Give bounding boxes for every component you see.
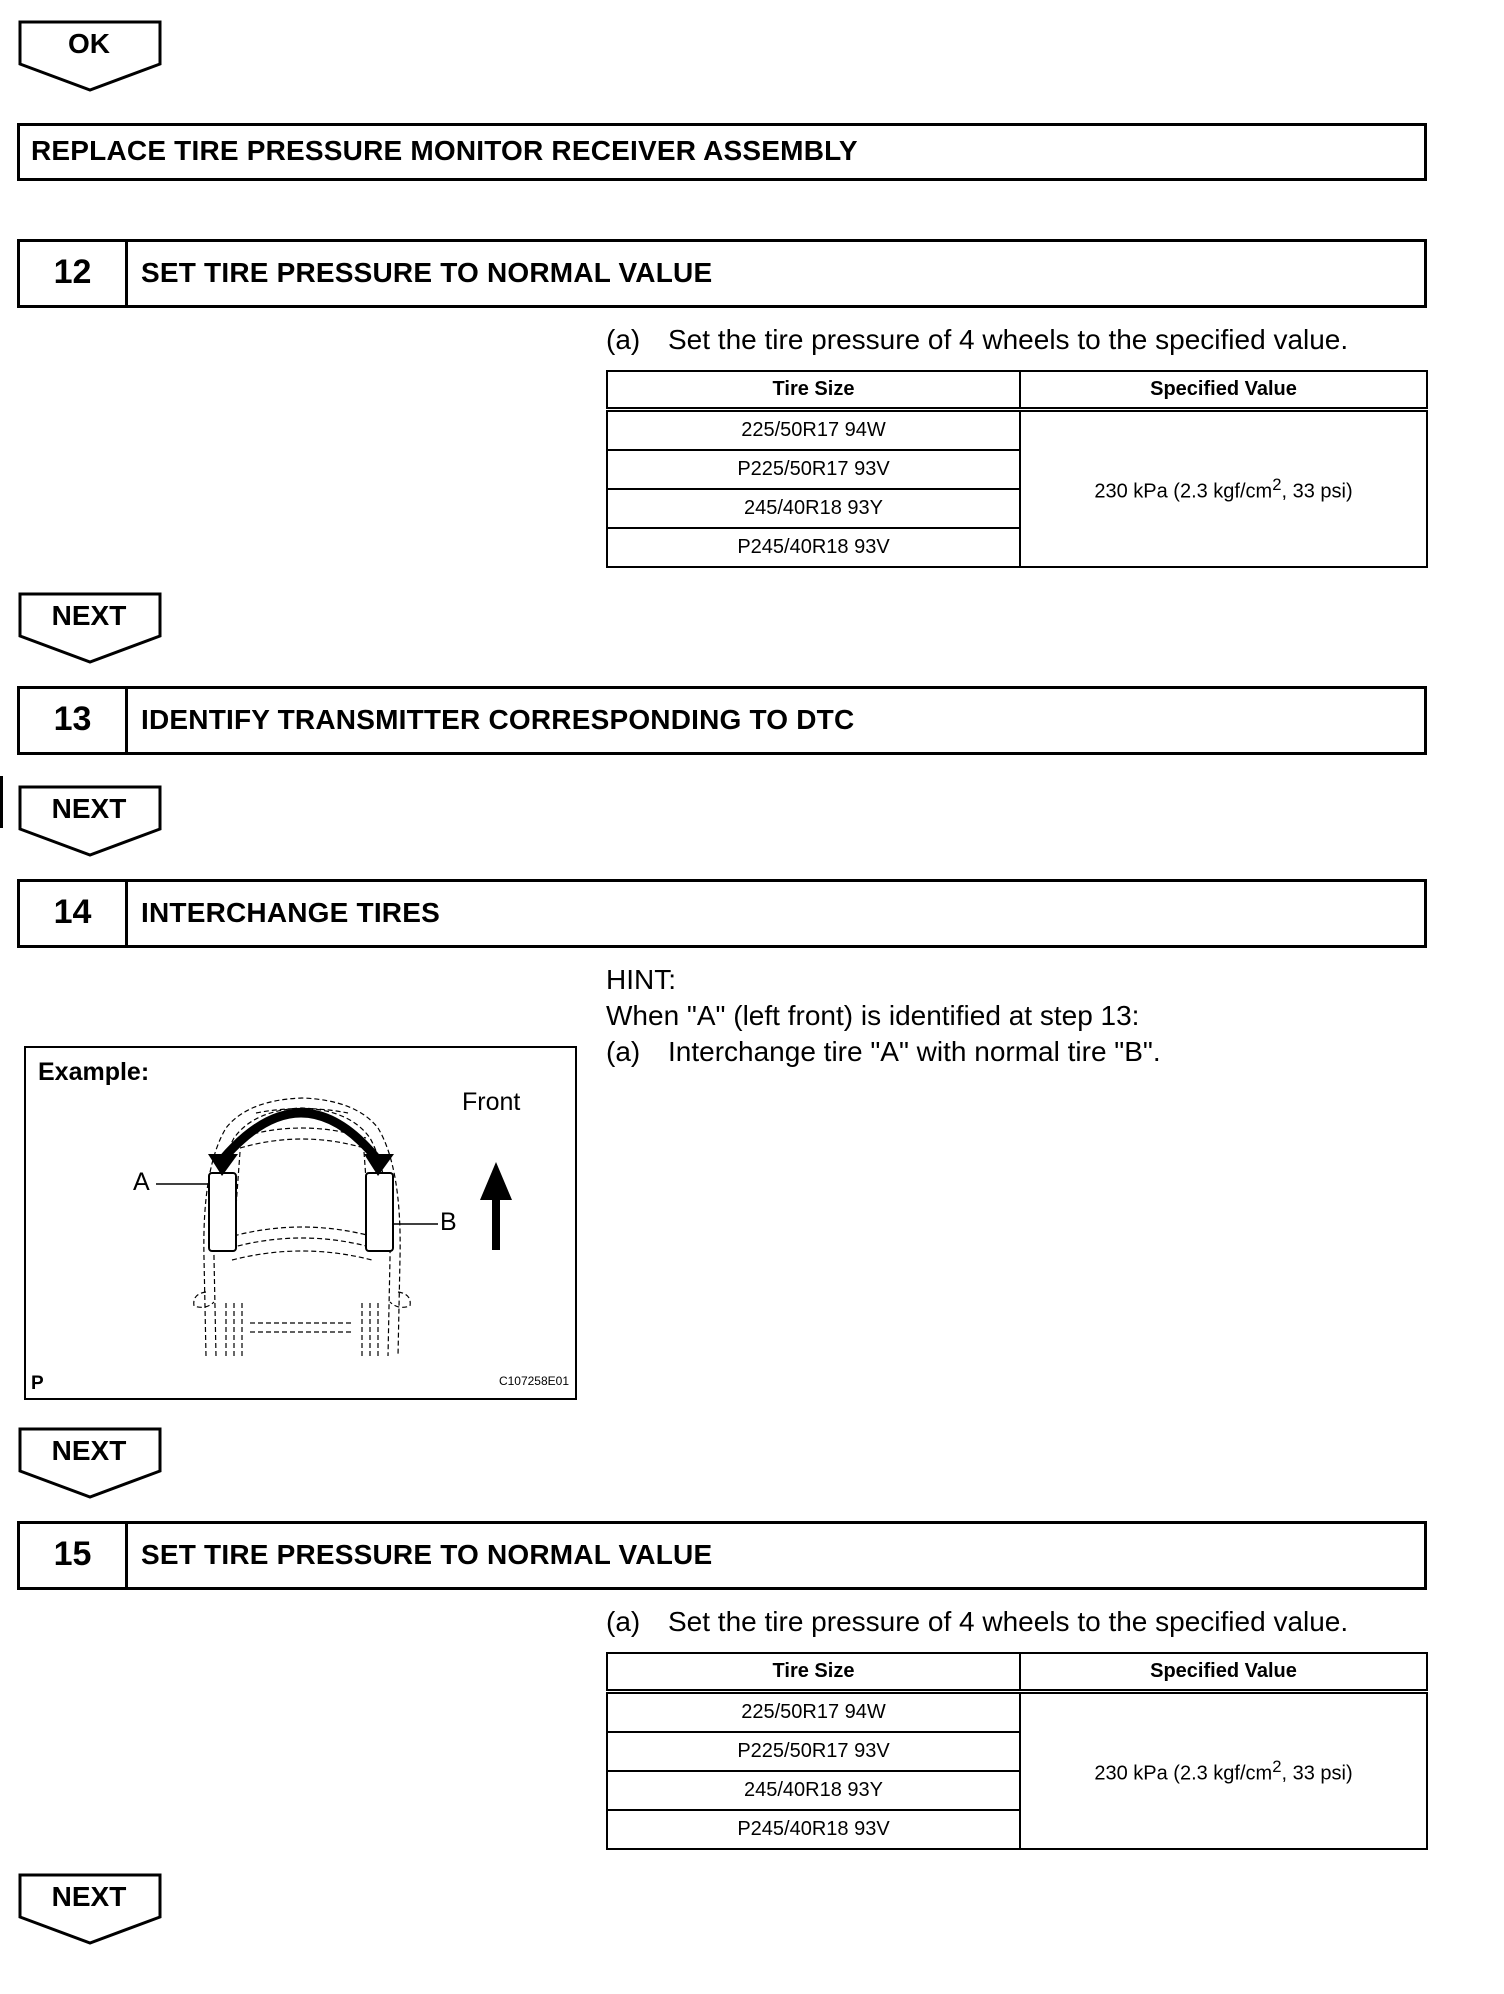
next-button[interactable]	[18, 785, 162, 857]
header-specified-value: Specified Value	[1020, 371, 1427, 410]
table-row	[607, 410, 1427, 451]
step-15-instruction	[606, 1604, 1348, 1640]
tire-size-cell: 245/40R18 93Y	[607, 1771, 1020, 1810]
table-header-row	[607, 1653, 1427, 1692]
tire-size-cell: P245/40R18 93V	[607, 1810, 1020, 1849]
instruction-marker: (a)	[606, 1036, 641, 1067]
tire-size-cell: P245/40R18 93V	[607, 528, 1020, 567]
table-row	[607, 1692, 1427, 1733]
specified-value-cell: 230 kPa (2.3 kgf/$cm^2$, 33 psi)	[1020, 1692, 1427, 1850]
header-tire-size: Tire Size	[607, 1653, 1020, 1692]
next-label: NEXT	[51, 600, 127, 631]
step-number: 12	[20, 242, 128, 305]
example-label: Example:	[38, 1058, 150, 1086]
hint-instruction	[606, 1034, 1161, 1070]
step-12-spec-table	[606, 370, 1428, 568]
tire-size-cell: P225/50R17 93V	[607, 450, 1020, 489]
step-number: 13	[20, 689, 128, 752]
tire-size-cell: 245/40R18 93Y	[607, 489, 1020, 528]
hint-label: HINT:	[606, 964, 676, 995]
tire-size-cell: 225/50R17 94W	[607, 1692, 1020, 1733]
instruction-text: Interchange tire "A" with normal tire "B".	[668, 1036, 1161, 1067]
front-label: Front	[462, 1088, 521, 1116]
next-button[interactable]	[18, 1873, 162, 1945]
step-number: 15	[20, 1524, 128, 1587]
specified-value-cell: 230 kPa (2.3 kgf/$cm^2$, 33 psi)	[1020, 410, 1427, 568]
tire-a-label: A	[133, 1168, 150, 1196]
hint-line: When "A" (left front) is identified at step 13:	[606, 1000, 1140, 1031]
tire-b	[366, 1173, 393, 1251]
step-title: IDENTIFY TRANSMITTER CORRESPONDING TO DTC	[141, 704, 855, 735]
next-label: NEXT	[51, 793, 127, 824]
tire-size-cell: P225/50R17 93V	[607, 1732, 1020, 1771]
step-title: SET TIRE PRESSURE TO NORMAL VALUE	[141, 1539, 713, 1570]
replace-receiver-title: REPLACE TIRE PRESSURE MONITOR RECEIVER ASSEMBLY	[31, 135, 858, 166]
instruction-marker: (a)	[606, 1606, 641, 1637]
step-12-instruction	[606, 322, 1348, 358]
interchange-arrow	[222, 1113, 378, 1160]
step-title: SET TIRE PRESSURE TO NORMAL VALUE	[141, 257, 713, 288]
header-specified-value: Specified Value	[1020, 1653, 1427, 1692]
next-button[interactable]	[18, 592, 162, 664]
tire-a	[209, 1173, 236, 1251]
ok-label: OK	[68, 28, 110, 59]
instruction-marker: (a)	[606, 324, 641, 355]
step-15-spec-table	[606, 1652, 1428, 1850]
tire-interchange-figure	[24, 1046, 577, 1400]
instruction-text: Set the tire pressure of 4 wheels to the specified value.	[668, 324, 1349, 355]
step-13-header	[17, 686, 1427, 755]
header-tire-size: Tire Size	[607, 371, 1020, 410]
step-12-header	[17, 239, 1427, 308]
front-arrow	[492, 1196, 500, 1250]
step-14-header	[17, 879, 1427, 948]
instruction-text: Set the tire pressure of 4 wheels to the specified value.	[668, 1606, 1349, 1637]
change-bar	[0, 776, 3, 828]
step-title: INTERCHANGE TIRES	[141, 897, 440, 928]
figure-code: C107258E01	[498, 1374, 569, 1388]
step-15-header	[17, 1521, 1427, 1590]
step-14-hint	[606, 962, 1161, 1070]
step-number: 14	[20, 882, 128, 945]
figure-corner-label: P	[31, 1373, 44, 1394]
tire-b-label: B	[440, 1208, 457, 1236]
next-label: NEXT	[51, 1881, 127, 1912]
next-button[interactable]	[18, 1427, 162, 1499]
next-label: NEXT	[51, 1435, 127, 1466]
table-header-row	[607, 371, 1427, 410]
ok-button[interactable]	[18, 20, 162, 92]
replace-receiver-title-box	[17, 123, 1427, 181]
tire-size-cell: 225/50R17 94W	[607, 410, 1020, 451]
